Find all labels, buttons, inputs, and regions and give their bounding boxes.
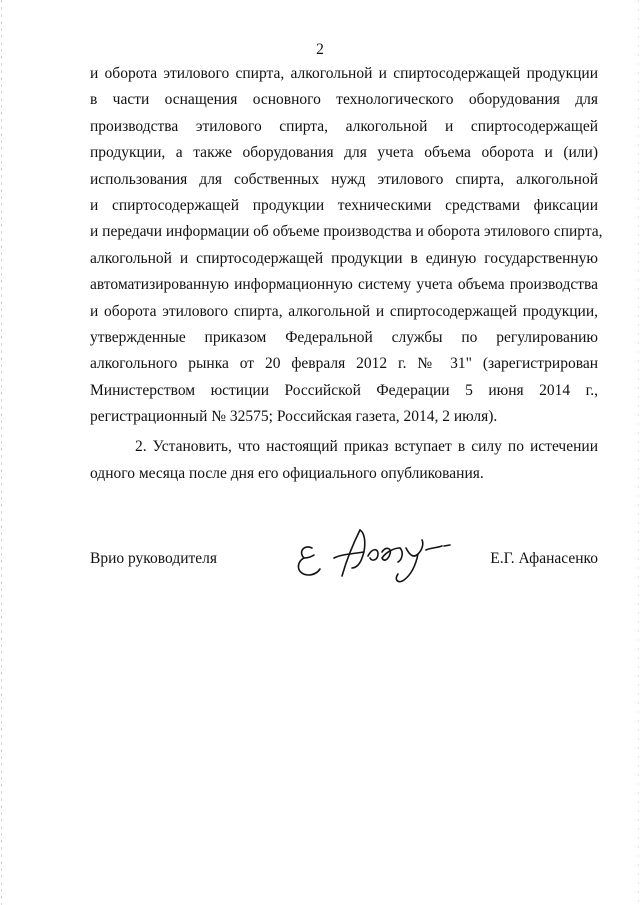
text-line: продукции, а также оборудования для учета объема оборота и (или) [90, 144, 598, 162]
text-line: 2. Установить, что настоящий приказ вступает в силу по истечении [135, 438, 598, 456]
signatory-title: Врио руководителя [90, 550, 218, 567]
text-line: алкогольной и спиртосодержащей продукции в единую государственную [90, 249, 598, 267]
text-line: и оборота этилового спирта, алкогольной и спиртосодержащей продукции, [90, 302, 598, 320]
scan-edge-right [638, 0, 639, 905]
text-line: и оборота этилового спирта, алкогольной и спиртосодержащей продукции [90, 65, 598, 82]
scan-edge-left [1, 0, 2, 905]
handwritten-signature [290, 518, 470, 588]
text-line: и передачи информации об объеме производства и оборота этилового спирта, [90, 223, 603, 241]
text-line: регистрационный № 32575; Российская газета, 2014, 2 июля). [90, 408, 498, 426]
text-line: производства этилового спирта, алкогольной и спиртосодержащей [90, 117, 598, 135]
paragraph-2 [90, 434, 598, 487]
text-line: автоматизированную информационную систему учета объема производства [90, 276, 598, 294]
text-line: использования для собственных нужд этилового спирта, алкогольной [90, 170, 598, 188]
text-line: алкогольного рынка от 20 февраля 2012 г. № 31" (зарегистрирован [90, 355, 598, 373]
text-line: Министерством юстиции Российской Федерации 5 июня 2014 г., [90, 381, 598, 399]
text-line: в части оснащения основного технологического оборудования для [90, 91, 598, 109]
text-line: и спиртосодержащей продукции техническими средствами фиксации [90, 196, 598, 214]
text-line: одного месяца после дня его официального опубликования. [90, 464, 484, 482]
signatory-name: Е.Г. Афанасенко [490, 550, 598, 567]
document-body [90, 61, 603, 487]
text-line: утвержденные приказом Федеральной службы по регулированию [90, 328, 598, 346]
paragraph-1 [90, 61, 603, 430]
page-number: 2 [316, 41, 324, 58]
